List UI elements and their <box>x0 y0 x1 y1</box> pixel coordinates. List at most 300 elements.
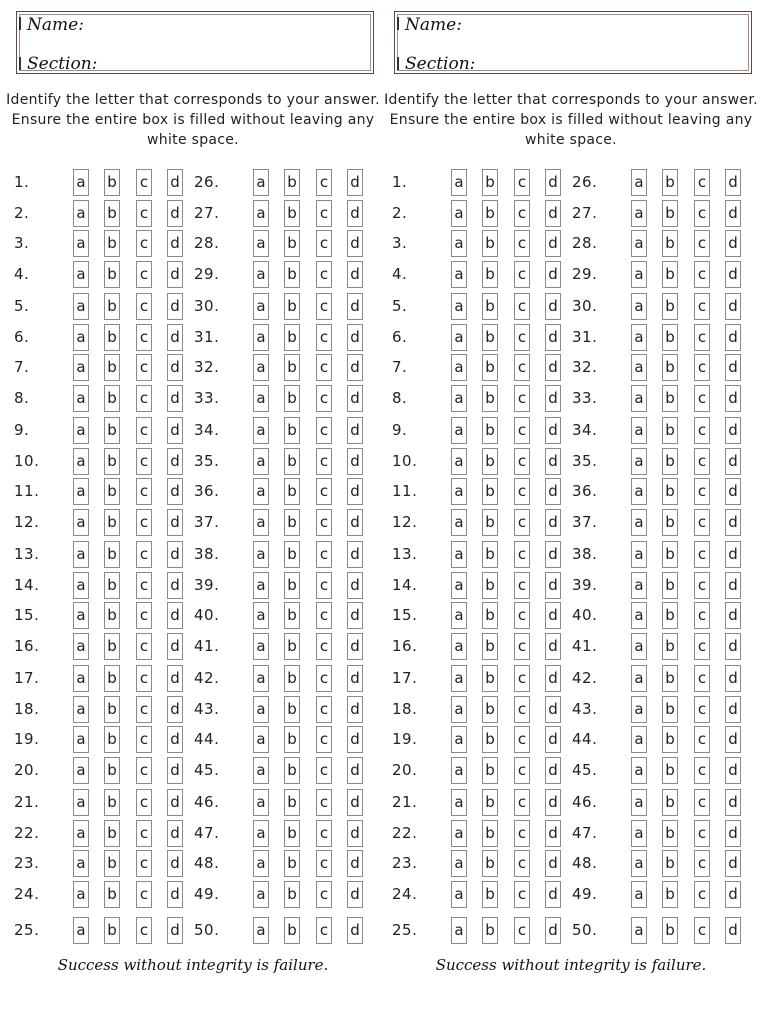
answer-box-a[interactable]: a <box>253 324 269 351</box>
answer-box-d[interactable]: d <box>545 572 561 599</box>
answer-box-b[interactable]: b <box>662 665 678 692</box>
answer-box-d[interactable]: d <box>347 633 363 660</box>
answer-box-b[interactable]: b <box>662 789 678 816</box>
answer-box-b[interactable]: b <box>104 726 120 753</box>
answer-box-a[interactable]: a <box>253 509 269 536</box>
answer-box-a[interactable]: a <box>253 789 269 816</box>
answer-box-c[interactable]: c <box>514 169 530 196</box>
answer-box-c[interactable]: c <box>694 789 710 816</box>
answer-box-a[interactable]: a <box>451 602 467 629</box>
answer-box-a[interactable]: a <box>631 417 647 444</box>
answer-box-a[interactable]: a <box>451 417 467 444</box>
answer-box-d[interactable]: d <box>725 917 741 944</box>
answer-box-c[interactable]: c <box>136 509 152 536</box>
answer-box-b[interactable]: b <box>482 385 498 412</box>
answer-box-a[interactable]: a <box>253 385 269 412</box>
answer-box-c[interactable]: c <box>136 448 152 475</box>
answer-box-c[interactable]: c <box>316 417 332 444</box>
answer-box-a[interactable]: a <box>631 572 647 599</box>
answer-box-a[interactable]: a <box>631 354 647 381</box>
answer-box-a[interactable]: a <box>451 881 467 908</box>
answer-box-b[interactable]: b <box>284 820 300 847</box>
answer-box-a[interactable]: a <box>73 324 89 351</box>
answer-box-d[interactable]: d <box>545 417 561 444</box>
answer-box-a[interactable]: a <box>631 665 647 692</box>
answer-box-d[interactable]: d <box>545 324 561 351</box>
answer-box-b[interactable]: b <box>284 230 300 257</box>
answer-box-d[interactable]: d <box>167 726 183 753</box>
answer-box-b[interactable]: b <box>482 757 498 784</box>
answer-box-d[interactable]: d <box>545 820 561 847</box>
answer-box-c[interactable]: c <box>136 665 152 692</box>
answer-box-c[interactable]: c <box>316 665 332 692</box>
answer-box-b[interactable]: b <box>104 293 120 320</box>
answer-box-c[interactable]: c <box>514 917 530 944</box>
answer-box-b[interactable]: b <box>284 572 300 599</box>
answer-box-a[interactable]: a <box>631 602 647 629</box>
answer-box-a[interactable]: a <box>253 820 269 847</box>
answer-box-b[interactable]: b <box>104 665 120 692</box>
answer-box-c[interactable]: c <box>316 385 332 412</box>
answer-box-a[interactable]: a <box>451 572 467 599</box>
answer-box-d[interactable]: d <box>347 602 363 629</box>
answer-box-a[interactable]: a <box>451 230 467 257</box>
answer-box-a[interactable]: a <box>451 633 467 660</box>
answer-box-b[interactable]: b <box>482 850 498 877</box>
answer-box-a[interactable]: a <box>73 385 89 412</box>
answer-box-d[interactable]: d <box>725 850 741 877</box>
answer-box-b[interactable]: b <box>284 757 300 784</box>
answer-box-b[interactable]: b <box>284 448 300 475</box>
answer-box-c[interactable]: c <box>316 478 332 505</box>
answer-box-c[interactable]: c <box>316 633 332 660</box>
answer-box-c[interactable]: c <box>514 665 530 692</box>
answer-box-d[interactable]: d <box>167 820 183 847</box>
answer-box-a[interactable]: a <box>451 169 467 196</box>
answer-box-a[interactable]: a <box>631 448 647 475</box>
answer-box-a[interactable]: a <box>253 541 269 568</box>
answer-box-c[interactable]: c <box>694 354 710 381</box>
answer-box-d[interactable]: d <box>167 665 183 692</box>
answer-box-d[interactable]: d <box>167 850 183 877</box>
answer-box-c[interactable]: c <box>316 726 332 753</box>
answer-box-a[interactable]: a <box>451 293 467 320</box>
answer-box-b[interactable]: b <box>284 509 300 536</box>
answer-box-c[interactable]: c <box>136 293 152 320</box>
answer-box-b[interactable]: b <box>284 324 300 351</box>
answer-box-c[interactable]: c <box>136 726 152 753</box>
answer-box-a[interactable]: a <box>253 478 269 505</box>
answer-box-d[interactable]: d <box>347 572 363 599</box>
answer-box-d[interactable]: d <box>167 881 183 908</box>
answer-box-c[interactable]: c <box>136 261 152 288</box>
answer-box-d[interactable]: d <box>725 572 741 599</box>
answer-box-a[interactable]: a <box>73 881 89 908</box>
answer-box-a[interactable]: a <box>73 789 89 816</box>
answer-box-d[interactable]: d <box>545 293 561 320</box>
answer-box-c[interactable]: c <box>316 917 332 944</box>
answer-box-b[interactable]: b <box>284 200 300 227</box>
answer-box-c[interactable]: c <box>136 572 152 599</box>
answer-box-d[interactable]: d <box>725 602 741 629</box>
answer-box-b[interactable]: b <box>104 757 120 784</box>
answer-box-b[interactable]: b <box>662 917 678 944</box>
answer-box-d[interactable]: d <box>545 850 561 877</box>
answer-box-a[interactable]: a <box>73 200 89 227</box>
answer-box-d[interactable]: d <box>545 261 561 288</box>
answer-box-b[interactable]: b <box>284 385 300 412</box>
answer-box-c[interactable]: c <box>136 478 152 505</box>
answer-box-a[interactable]: a <box>451 917 467 944</box>
answer-box-b[interactable]: b <box>284 169 300 196</box>
answer-box-c[interactable]: c <box>316 820 332 847</box>
answer-box-a[interactable]: a <box>73 726 89 753</box>
answer-box-c[interactable]: c <box>136 324 152 351</box>
answer-box-a[interactable]: a <box>451 665 467 692</box>
answer-box-b[interactable]: b <box>104 230 120 257</box>
answer-box-b[interactable]: b <box>284 917 300 944</box>
answer-box-d[interactable]: d <box>167 757 183 784</box>
answer-box-b[interactable]: b <box>482 602 498 629</box>
answer-box-d[interactable]: d <box>545 696 561 723</box>
answer-box-b[interactable]: b <box>482 417 498 444</box>
answer-box-d[interactable]: d <box>167 261 183 288</box>
answer-box-c[interactable]: c <box>514 726 530 753</box>
answer-box-c[interactable]: c <box>136 633 152 660</box>
answer-box-b[interactable]: b <box>104 789 120 816</box>
answer-box-c[interactable]: c <box>316 261 332 288</box>
answer-box-a[interactable]: a <box>451 789 467 816</box>
answer-box-d[interactable]: d <box>545 230 561 257</box>
answer-box-d[interactable]: d <box>545 478 561 505</box>
answer-box-b[interactable]: b <box>104 478 120 505</box>
answer-box-c[interactable]: c <box>514 696 530 723</box>
answer-box-c[interactable]: c <box>316 324 332 351</box>
answer-box-c[interactable]: c <box>316 230 332 257</box>
answer-box-b[interactable]: b <box>662 169 678 196</box>
answer-box-c[interactable]: c <box>316 354 332 381</box>
answer-box-b[interactable]: b <box>482 820 498 847</box>
answer-box-d[interactable]: d <box>167 324 183 351</box>
answer-box-a[interactable]: a <box>73 633 89 660</box>
answer-box-c[interactable]: c <box>316 293 332 320</box>
answer-box-d[interactable]: d <box>167 200 183 227</box>
answer-box-d[interactable]: d <box>347 789 363 816</box>
answer-box-c[interactable]: c <box>514 789 530 816</box>
answer-box-c[interactable]: c <box>316 169 332 196</box>
answer-box-b[interactable]: b <box>662 696 678 723</box>
answer-box-a[interactable]: a <box>253 881 269 908</box>
answer-box-d[interactable]: d <box>545 665 561 692</box>
answer-box-b[interactable]: b <box>662 850 678 877</box>
answer-box-d[interactable]: d <box>725 541 741 568</box>
answer-box-b[interactable]: b <box>662 757 678 784</box>
answer-box-a[interactable]: a <box>451 478 467 505</box>
answer-box-d[interactable]: d <box>347 261 363 288</box>
answer-box-a[interactable]: a <box>451 757 467 784</box>
answer-box-b[interactable]: b <box>482 324 498 351</box>
answer-box-d[interactable]: d <box>725 230 741 257</box>
answer-box-c[interactable]: c <box>514 293 530 320</box>
answer-box-a[interactable]: a <box>253 602 269 629</box>
answer-box-a[interactable]: a <box>631 633 647 660</box>
answer-box-a[interactable]: a <box>451 541 467 568</box>
answer-box-a[interactable]: a <box>631 726 647 753</box>
answer-box-d[interactable]: d <box>167 478 183 505</box>
answer-box-d[interactable]: d <box>347 726 363 753</box>
answer-box-c[interactable]: c <box>514 261 530 288</box>
answer-box-b[interactable]: b <box>104 417 120 444</box>
answer-box-a[interactable]: a <box>253 448 269 475</box>
answer-box-c[interactable]: c <box>136 354 152 381</box>
answer-box-b[interactable]: b <box>482 726 498 753</box>
answer-box-a[interactable]: a <box>631 385 647 412</box>
answer-box-d[interactable]: d <box>347 385 363 412</box>
answer-box-c[interactable]: c <box>694 448 710 475</box>
answer-box-d[interactable]: d <box>167 696 183 723</box>
answer-box-a[interactable]: a <box>73 478 89 505</box>
answer-box-c[interactable]: c <box>694 726 710 753</box>
answer-box-c[interactable]: c <box>136 696 152 723</box>
answer-box-b[interactable]: b <box>104 602 120 629</box>
answer-box-b[interactable]: b <box>104 572 120 599</box>
answer-box-b[interactable]: b <box>482 478 498 505</box>
answer-box-d[interactable]: d <box>167 602 183 629</box>
answer-box-d[interactable]: d <box>347 169 363 196</box>
answer-box-c[interactable]: c <box>136 200 152 227</box>
answer-box-b[interactable]: b <box>284 726 300 753</box>
answer-box-c[interactable]: c <box>694 324 710 351</box>
answer-box-b[interactable]: b <box>482 293 498 320</box>
answer-box-c[interactable]: c <box>514 509 530 536</box>
answer-box-c[interactable]: c <box>316 696 332 723</box>
answer-box-d[interactable]: d <box>347 917 363 944</box>
answer-box-c[interactable]: c <box>316 572 332 599</box>
answer-box-c[interactable]: c <box>514 417 530 444</box>
answer-box-d[interactable]: d <box>347 324 363 351</box>
answer-box-c[interactable]: c <box>316 541 332 568</box>
answer-box-c[interactable]: c <box>694 293 710 320</box>
answer-box-b[interactable]: b <box>662 293 678 320</box>
answer-box-d[interactable]: d <box>725 633 741 660</box>
answer-box-c[interactable]: c <box>694 881 710 908</box>
answer-box-a[interactable]: a <box>73 261 89 288</box>
answer-box-d[interactable]: d <box>545 541 561 568</box>
answer-box-d[interactable]: d <box>545 726 561 753</box>
answer-box-d[interactable]: d <box>725 478 741 505</box>
answer-box-a[interactable]: a <box>451 200 467 227</box>
answer-box-c[interactable]: c <box>694 757 710 784</box>
answer-box-a[interactable]: a <box>73 572 89 599</box>
answer-box-c[interactable]: c <box>694 169 710 196</box>
answer-box-b[interactable]: b <box>662 200 678 227</box>
answer-box-d[interactable]: d <box>167 293 183 320</box>
answer-box-b[interactable]: b <box>104 324 120 351</box>
answer-box-c[interactable]: c <box>694 200 710 227</box>
answer-box-d[interactable]: d <box>725 881 741 908</box>
answer-box-a[interactable]: a <box>73 354 89 381</box>
answer-box-c[interactable]: c <box>136 230 152 257</box>
answer-box-d[interactable]: d <box>347 757 363 784</box>
answer-box-a[interactable]: a <box>73 820 89 847</box>
answer-box-c[interactable]: c <box>136 385 152 412</box>
answer-box-a[interactable]: a <box>631 850 647 877</box>
answer-box-a[interactable]: a <box>631 230 647 257</box>
answer-box-b[interactable]: b <box>284 633 300 660</box>
answer-box-a[interactable]: a <box>253 633 269 660</box>
answer-box-b[interactable]: b <box>482 572 498 599</box>
answer-box-b[interactable]: b <box>662 230 678 257</box>
answer-box-d[interactable]: d <box>545 757 561 784</box>
answer-box-a[interactable]: a <box>253 665 269 692</box>
answer-box-c[interactable]: c <box>514 541 530 568</box>
answer-box-a[interactable]: a <box>253 230 269 257</box>
answer-box-b[interactable]: b <box>284 293 300 320</box>
answer-box-b[interactable]: b <box>104 696 120 723</box>
answer-box-d[interactable]: d <box>725 417 741 444</box>
answer-box-c[interactable]: c <box>694 602 710 629</box>
answer-box-b[interactable]: b <box>662 541 678 568</box>
answer-box-c[interactable]: c <box>136 602 152 629</box>
answer-box-b[interactable]: b <box>662 509 678 536</box>
answer-box-b[interactable]: b <box>662 354 678 381</box>
answer-box-d[interactable]: d <box>725 385 741 412</box>
answer-box-b[interactable]: b <box>482 789 498 816</box>
answer-box-c[interactable]: c <box>316 509 332 536</box>
answer-box-d[interactable]: d <box>545 169 561 196</box>
answer-box-c[interactable]: c <box>694 850 710 877</box>
answer-box-d[interactable]: d <box>347 200 363 227</box>
answer-box-c[interactable]: c <box>514 478 530 505</box>
answer-box-b[interactable]: b <box>104 261 120 288</box>
answer-box-b[interactable]: b <box>284 789 300 816</box>
answer-box-a[interactable]: a <box>451 448 467 475</box>
answer-box-c[interactable]: c <box>694 478 710 505</box>
answer-box-a[interactable]: a <box>73 448 89 475</box>
answer-box-c[interactable]: c <box>514 633 530 660</box>
answer-box-c[interactable]: c <box>514 200 530 227</box>
answer-box-d[interactable]: d <box>545 881 561 908</box>
answer-box-a[interactable]: a <box>73 230 89 257</box>
answer-box-b[interactable]: b <box>482 633 498 660</box>
answer-box-c[interactable]: c <box>136 789 152 816</box>
answer-box-c[interactable]: c <box>514 354 530 381</box>
answer-box-d[interactable]: d <box>347 665 363 692</box>
answer-box-b[interactable]: b <box>104 917 120 944</box>
answer-box-c[interactable]: c <box>136 757 152 784</box>
answer-box-b[interactable]: b <box>482 509 498 536</box>
answer-box-a[interactable]: a <box>631 324 647 351</box>
answer-box-d[interactable]: d <box>347 293 363 320</box>
answer-box-b[interactable]: b <box>104 354 120 381</box>
answer-box-a[interactable]: a <box>73 850 89 877</box>
answer-box-b[interactable]: b <box>482 200 498 227</box>
answer-box-a[interactable]: a <box>631 293 647 320</box>
answer-box-b[interactable]: b <box>482 354 498 381</box>
answer-box-b[interactable]: b <box>662 881 678 908</box>
answer-box-a[interactable]: a <box>451 354 467 381</box>
answer-box-a[interactable]: a <box>451 261 467 288</box>
answer-box-d[interactable]: d <box>725 354 741 381</box>
answer-box-a[interactable]: a <box>73 417 89 444</box>
answer-box-b[interactable]: b <box>104 169 120 196</box>
answer-box-b[interactable]: b <box>284 850 300 877</box>
answer-box-c[interactable]: c <box>514 850 530 877</box>
answer-box-d[interactable]: d <box>545 602 561 629</box>
answer-box-d[interactable]: d <box>545 354 561 381</box>
answer-box-b[interactable]: b <box>104 385 120 412</box>
answer-box-a[interactable]: a <box>253 696 269 723</box>
answer-box-b[interactable]: b <box>104 850 120 877</box>
answer-box-b[interactable]: b <box>662 602 678 629</box>
answer-box-b[interactable]: b <box>662 478 678 505</box>
answer-box-d[interactable]: d <box>545 385 561 412</box>
answer-box-a[interactable]: a <box>253 417 269 444</box>
answer-box-d[interactable]: d <box>725 169 741 196</box>
answer-box-d[interactable]: d <box>167 385 183 412</box>
answer-box-c[interactable]: c <box>316 200 332 227</box>
answer-box-b[interactable]: b <box>482 696 498 723</box>
answer-box-c[interactable]: c <box>316 881 332 908</box>
answer-box-c[interactable]: c <box>136 417 152 444</box>
answer-box-a[interactable]: a <box>631 261 647 288</box>
answer-box-a[interactable]: a <box>631 478 647 505</box>
answer-box-a[interactable]: a <box>631 881 647 908</box>
answer-box-b[interactable]: b <box>104 200 120 227</box>
answer-box-c[interactable]: c <box>136 169 152 196</box>
answer-box-d[interactable]: d <box>725 293 741 320</box>
answer-box-a[interactable]: a <box>253 169 269 196</box>
answer-box-a[interactable]: a <box>451 820 467 847</box>
answer-box-d[interactable]: d <box>167 169 183 196</box>
answer-box-b[interactable]: b <box>662 261 678 288</box>
answer-box-c[interactable]: c <box>514 572 530 599</box>
answer-box-a[interactable]: a <box>631 509 647 536</box>
answer-box-b[interactable]: b <box>662 417 678 444</box>
answer-box-b[interactable]: b <box>104 541 120 568</box>
answer-box-b[interactable]: b <box>284 696 300 723</box>
answer-box-d[interactable]: d <box>545 200 561 227</box>
answer-box-c[interactable]: c <box>136 820 152 847</box>
answer-box-c[interactable]: c <box>694 509 710 536</box>
answer-box-b[interactable]: b <box>104 881 120 908</box>
answer-box-c[interactable]: c <box>514 230 530 257</box>
answer-box-b[interactable]: b <box>284 261 300 288</box>
answer-box-a[interactable]: a <box>631 169 647 196</box>
answer-box-d[interactable]: d <box>167 509 183 536</box>
answer-box-a[interactable]: a <box>631 541 647 568</box>
answer-box-a[interactable]: a <box>253 293 269 320</box>
answer-box-d[interactable]: d <box>347 696 363 723</box>
answer-box-c[interactable]: c <box>514 820 530 847</box>
answer-box-a[interactable]: a <box>253 917 269 944</box>
answer-box-a[interactable]: a <box>631 789 647 816</box>
answer-box-d[interactable]: d <box>347 448 363 475</box>
answer-box-d[interactable]: d <box>725 757 741 784</box>
answer-box-a[interactable]: a <box>631 757 647 784</box>
answer-box-b[interactable]: b <box>662 572 678 599</box>
answer-box-c[interactable]: c <box>316 789 332 816</box>
answer-box-c[interactable]: c <box>694 917 710 944</box>
answer-box-a[interactable]: a <box>253 200 269 227</box>
answer-box-b[interactable]: b <box>662 448 678 475</box>
answer-box-a[interactable]: a <box>253 261 269 288</box>
answer-box-c[interactable]: c <box>136 917 152 944</box>
answer-box-a[interactable]: a <box>631 917 647 944</box>
answer-box-a[interactable]: a <box>253 572 269 599</box>
answer-box-b[interactable]: b <box>284 541 300 568</box>
answer-box-b[interactable]: b <box>482 541 498 568</box>
